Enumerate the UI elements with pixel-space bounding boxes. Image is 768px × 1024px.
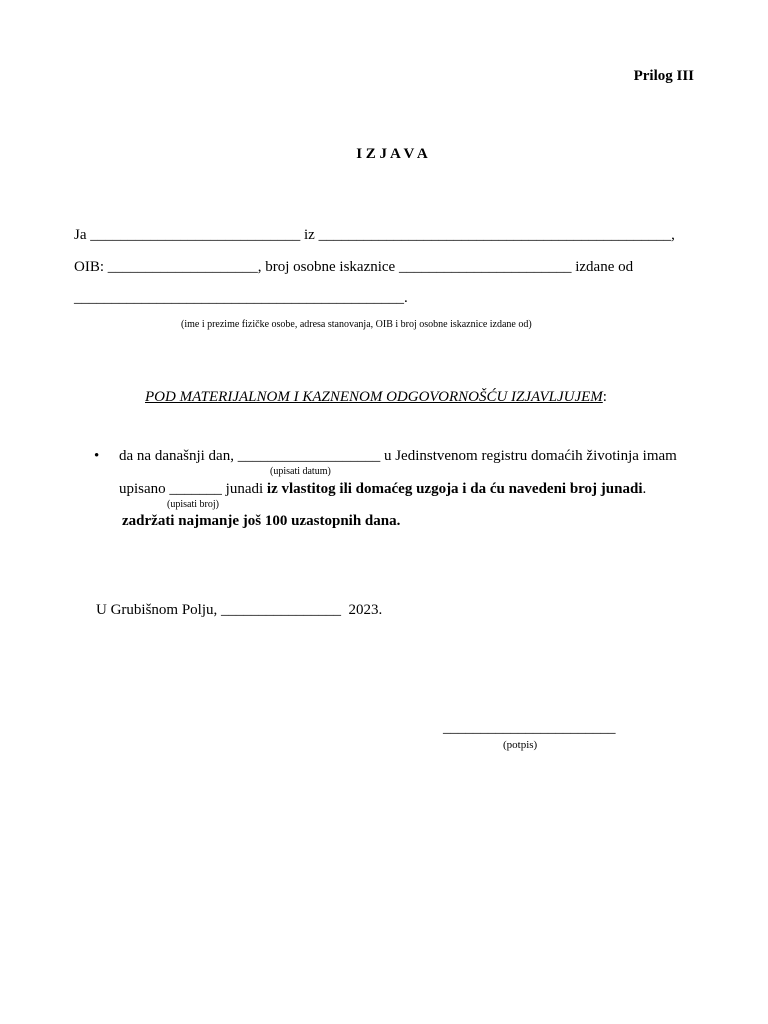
- name-blank[interactable]: ____________________________: [90, 227, 301, 243]
- oib-blank[interactable]: ____________________: [107, 259, 258, 275]
- declarant-line-2: [74, 259, 633, 276]
- count-hint: (upisati broj): [167, 499, 219, 510]
- statement-prefix: da na današnji dan,: [119, 448, 234, 464]
- date-hint: (upisati datum): [270, 466, 331, 477]
- period: .: [404, 290, 408, 306]
- declarant-line-3: [74, 290, 408, 307]
- date-blank-2[interactable]: ______: [335, 448, 381, 464]
- annex-label: Prilog III: [633, 68, 694, 84]
- liability-text: POD MATERIJALNOM I KAZNENOM ODGOVORNOŠĆU IZJAVLJUJEM: [145, 389, 603, 405]
- document-title: I Z J A V A: [356, 146, 428, 162]
- bullet-icon: •: [94, 448, 100, 464]
- year-label: 2023.: [348, 602, 383, 618]
- id-card-blank[interactable]: _______________________: [398, 259, 572, 275]
- registry-text: u Jedinstvenom registru domaćih životinja imam: [383, 448, 677, 464]
- statement-line-3: zadržati najmanje još 100 uzastopnih dana.: [122, 513, 401, 529]
- place-date-blank[interactable]: ________________: [221, 602, 342, 618]
- count-blank[interactable]: _______: [169, 481, 222, 497]
- declarant-line-1: [74, 227, 675, 244]
- signature-blank[interactable]: _______________________: [443, 720, 616, 736]
- date-blank[interactable]: _____________: [237, 448, 336, 464]
- ja-label: Ja: [74, 227, 87, 243]
- statement-line-2: [119, 481, 646, 498]
- declarant-caption: (ime i prezime fizičke osobe, adresa stanovanja, OIB i broj osobne iskaznice izdane od): [181, 319, 532, 330]
- issued-by-label: izdane od: [575, 259, 634, 275]
- liability-colon: :: [602, 389, 607, 405]
- origin-text: iz vlastitog ili domaćeg uzgoja i da ću navedeni broj junadi: [266, 481, 643, 497]
- issued-by-blank[interactable]: ____________________________________________: [74, 290, 404, 306]
- upisano-label: upisano: [119, 481, 166, 497]
- oib-label: OIB:: [74, 259, 104, 275]
- liability-statement: [145, 389, 607, 406]
- place-date-line: [96, 602, 382, 619]
- iz-label: iz: [304, 227, 315, 243]
- address-blank[interactable]: _______________________________________________: [318, 227, 672, 243]
- place-label: U Grubišnom Polju,: [96, 602, 218, 618]
- junadi-label: junadi: [225, 481, 264, 497]
- line2-period: .: [642, 481, 647, 497]
- statement-line-1: [119, 448, 677, 465]
- id-card-label: , broj osobne iskaznice: [257, 259, 396, 275]
- signature-caption: (potpis): [503, 739, 538, 751]
- comma: ,: [671, 227, 675, 243]
